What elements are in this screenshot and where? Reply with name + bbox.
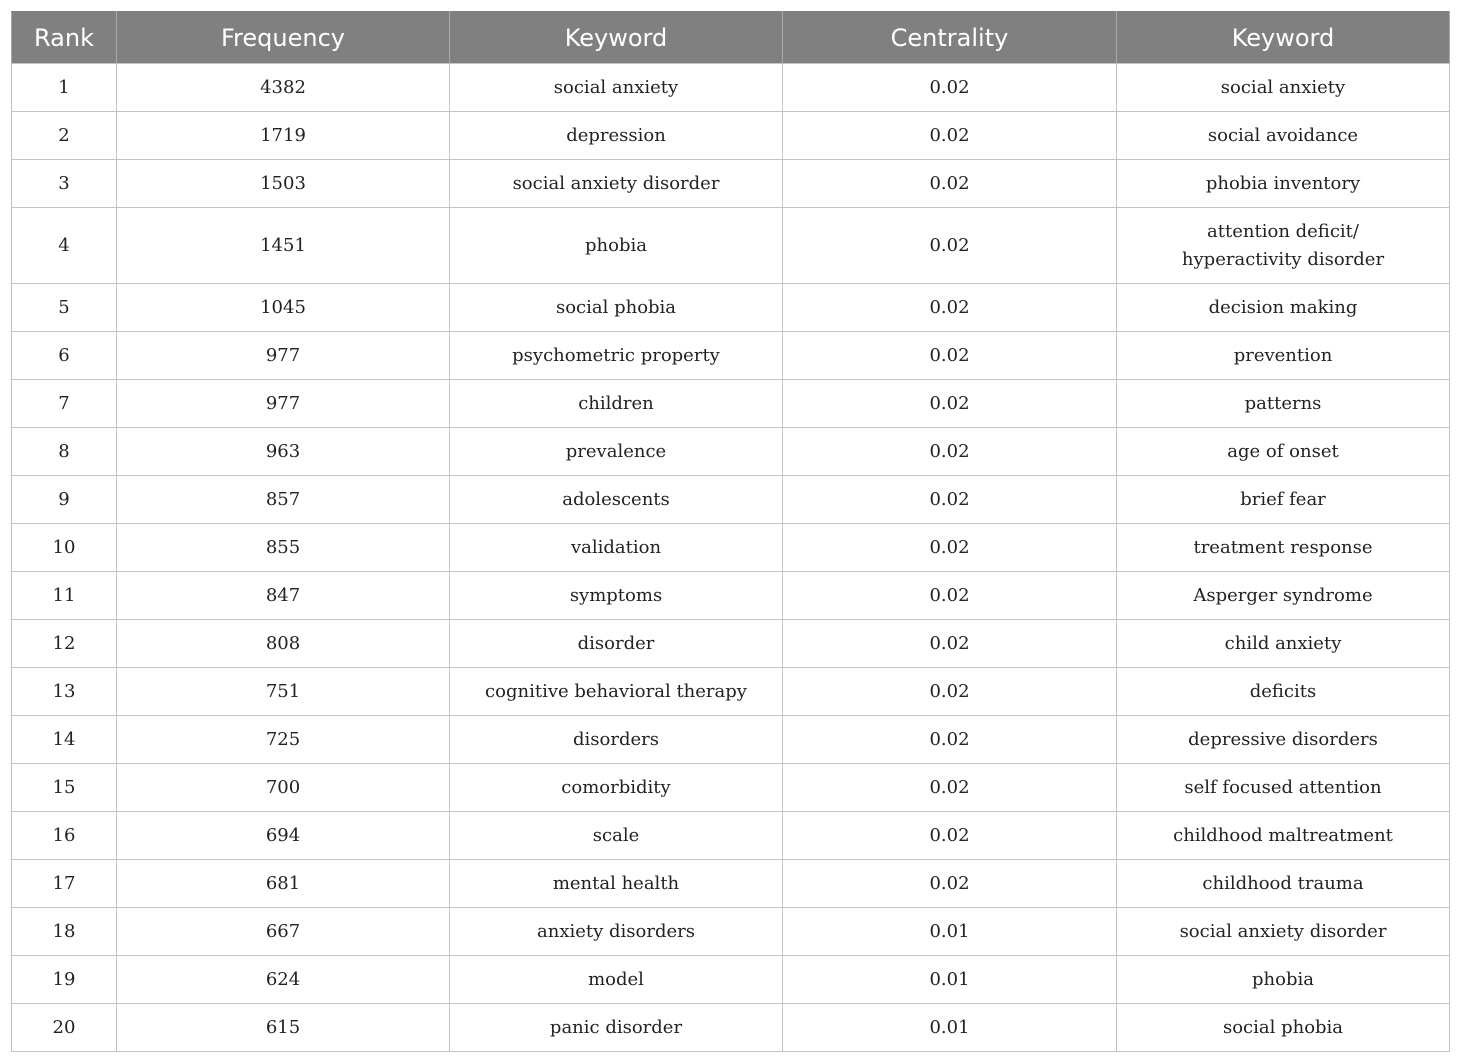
centrality-cell: 0.02 xyxy=(783,668,1117,716)
rank-cell: 18 xyxy=(12,908,117,956)
rank-cell: 1 xyxy=(12,64,117,112)
centrality-cell: 0.02 xyxy=(783,812,1117,860)
keyword-centrality-cell: childhood trauma xyxy=(1117,860,1450,908)
frequency-cell: 624 xyxy=(117,956,450,1004)
rank-cell: 8 xyxy=(12,428,117,476)
table-row xyxy=(12,668,1450,716)
keyword-table-container xyxy=(11,11,1449,1052)
table-header xyxy=(12,12,1450,64)
centrality-cell: 0.02 xyxy=(783,572,1117,620)
frequency-cell: 1045 xyxy=(117,284,450,332)
frequency-cell: 681 xyxy=(117,860,450,908)
table-row xyxy=(12,160,1450,208)
table-row xyxy=(12,524,1450,572)
rank-cell: 16 xyxy=(12,812,117,860)
keyword-centrality-cell: self focused attention xyxy=(1117,764,1450,812)
keyword-centrality-cell: Asperger syndrome xyxy=(1117,572,1450,620)
rank-cell: 17 xyxy=(12,860,117,908)
keyword-frequency-cell: disorders xyxy=(450,716,783,764)
keyword-frequency-cell: mental health xyxy=(450,860,783,908)
rank-cell: 6 xyxy=(12,332,117,380)
keyword-centrality-cell: patterns xyxy=(1117,380,1450,428)
table-row xyxy=(12,428,1450,476)
rank-cell: 7 xyxy=(12,380,117,428)
keyword-frequency-cell: social anxiety disorder xyxy=(450,160,783,208)
centrality-cell: 0.01 xyxy=(783,908,1117,956)
frequency-cell: 667 xyxy=(117,908,450,956)
keyword-frequency-cell: panic disorder xyxy=(450,1004,783,1052)
keyword-centrality-cell: depressive disorders xyxy=(1117,716,1450,764)
keyword-centrality-cell: social phobia xyxy=(1117,1004,1450,1052)
table-row xyxy=(12,380,1450,428)
keyword-frequency-cell: children xyxy=(450,380,783,428)
keyword-frequency-cell: disorder xyxy=(450,620,783,668)
keyword-centrality-line-2: hyperactivity disorder xyxy=(1181,248,1385,270)
centrality-cell: 0.02 xyxy=(783,620,1117,668)
keyword-frequency-cell: adolescents xyxy=(450,476,783,524)
keyword-frequency-cell: psychometric property xyxy=(450,332,783,380)
frequency-cell: 1719 xyxy=(117,112,450,160)
table-row xyxy=(12,284,1450,332)
keyword-centrality-cell: decision making xyxy=(1117,284,1450,332)
keyword-table xyxy=(11,11,1450,1052)
centrality-cell: 0.02 xyxy=(783,524,1117,572)
frequency-cell: 977 xyxy=(117,332,450,380)
keyword-centrality-cell: childhood maltreatment xyxy=(1117,812,1450,860)
table-row xyxy=(12,208,1450,284)
centrality-cell: 0.02 xyxy=(783,716,1117,764)
keyword-frequency-cell: validation xyxy=(450,524,783,572)
frequency-cell: 963 xyxy=(117,428,450,476)
keyword-frequency-cell: phobia xyxy=(450,208,783,284)
rank-cell: 12 xyxy=(12,620,117,668)
rank-cell: 10 xyxy=(12,524,117,572)
table-row xyxy=(12,860,1450,908)
keyword-centrality-cell: phobia inventory xyxy=(1117,160,1450,208)
keyword-centrality-cell: social avoidance xyxy=(1117,112,1450,160)
table-row xyxy=(12,812,1450,860)
table-row xyxy=(12,332,1450,380)
frequency-cell: 700 xyxy=(117,764,450,812)
rank-cell: 9 xyxy=(12,476,117,524)
centrality-cell: 0.02 xyxy=(783,208,1117,284)
frequency-cell: 4382 xyxy=(117,64,450,112)
frequency-cell: 725 xyxy=(117,716,450,764)
keyword-centrality-cell: age of onset xyxy=(1117,428,1450,476)
table-row xyxy=(12,1004,1450,1052)
keyword-centrality-cell: brief fear xyxy=(1117,476,1450,524)
keyword-frequency-cell: cognitive behavioral therapy xyxy=(450,668,783,716)
table-row xyxy=(12,764,1450,812)
table-row xyxy=(12,572,1450,620)
frequency-cell: 847 xyxy=(117,572,450,620)
centrality-cell: 0.02 xyxy=(783,428,1117,476)
header-centrality: Centrality xyxy=(783,12,1117,64)
centrality-cell: 0.02 xyxy=(783,476,1117,524)
rank-cell: 20 xyxy=(12,1004,117,1052)
header-keyword-frequency: Keyword xyxy=(450,12,783,64)
frequency-cell: 1451 xyxy=(117,208,450,284)
keyword-frequency-cell: social anxiety xyxy=(450,64,783,112)
frequency-cell: 857 xyxy=(117,476,450,524)
header-rank: Rank xyxy=(12,12,117,64)
keyword-frequency-cell: anxiety disorders xyxy=(450,908,783,956)
table-row xyxy=(12,620,1450,668)
keyword-frequency-cell: prevalence xyxy=(450,428,783,476)
header-frequency: Frequency xyxy=(117,12,450,64)
frequency-cell: 615 xyxy=(117,1004,450,1052)
centrality-cell: 0.02 xyxy=(783,332,1117,380)
rank-cell: 2 xyxy=(12,112,117,160)
rank-cell: 4 xyxy=(12,208,117,284)
frequency-cell: 1503 xyxy=(117,160,450,208)
centrality-cell: 0.02 xyxy=(783,860,1117,908)
keyword-centrality-cell: phobia xyxy=(1117,956,1450,1004)
table-row xyxy=(12,908,1450,956)
keyword-centrality-cell: treatment response xyxy=(1117,524,1450,572)
frequency-cell: 751 xyxy=(117,668,450,716)
keyword-centrality-cell: child anxiety xyxy=(1117,620,1450,668)
table-row xyxy=(12,956,1450,1004)
table-row xyxy=(12,64,1450,112)
keyword-frequency-cell: model xyxy=(450,956,783,1004)
header-row xyxy=(12,12,1450,64)
centrality-cell: 0.02 xyxy=(783,380,1117,428)
header-keyword-centrality: Keyword xyxy=(1117,12,1450,64)
rank-cell: 14 xyxy=(12,716,117,764)
table-row xyxy=(12,112,1450,160)
centrality-cell: 0.02 xyxy=(783,112,1117,160)
keyword-centrality-cell: social anxiety disorder xyxy=(1117,908,1450,956)
keyword-frequency-cell: social phobia xyxy=(450,284,783,332)
rank-cell: 19 xyxy=(12,956,117,1004)
centrality-cell: 0.01 xyxy=(783,1004,1117,1052)
frequency-cell: 977 xyxy=(117,380,450,428)
centrality-cell: 0.01 xyxy=(783,956,1117,1004)
keyword-centrality-cell: deficits xyxy=(1117,668,1450,716)
table-body xyxy=(12,64,1450,1052)
frequency-cell: 808 xyxy=(117,620,450,668)
centrality-cell: 0.02 xyxy=(783,284,1117,332)
keyword-centrality-cell: prevention xyxy=(1117,332,1450,380)
rank-cell: 3 xyxy=(12,160,117,208)
rank-cell: 15 xyxy=(12,764,117,812)
rank-cell: 11 xyxy=(12,572,117,620)
keyword-frequency-cell: comorbidity xyxy=(450,764,783,812)
frequency-cell: 855 xyxy=(117,524,450,572)
keyword-centrality-cell: social anxiety xyxy=(1117,64,1450,112)
rank-cell: 5 xyxy=(12,284,117,332)
table-row xyxy=(12,716,1450,764)
rank-cell: 13 xyxy=(12,668,117,716)
keyword-centrality-line-1: attention deficit/ xyxy=(1207,220,1359,242)
centrality-cell: 0.02 xyxy=(783,160,1117,208)
table-row xyxy=(12,476,1450,524)
centrality-cell: 0.02 xyxy=(783,64,1117,112)
keyword-frequency-cell: scale xyxy=(450,812,783,860)
keyword-frequency-cell: symptoms xyxy=(450,572,783,620)
centrality-cell: 0.02 xyxy=(783,764,1117,812)
keyword-frequency-cell: depression xyxy=(450,112,783,160)
keyword-centrality-cell xyxy=(1117,208,1450,284)
frequency-cell: 694 xyxy=(117,812,450,860)
